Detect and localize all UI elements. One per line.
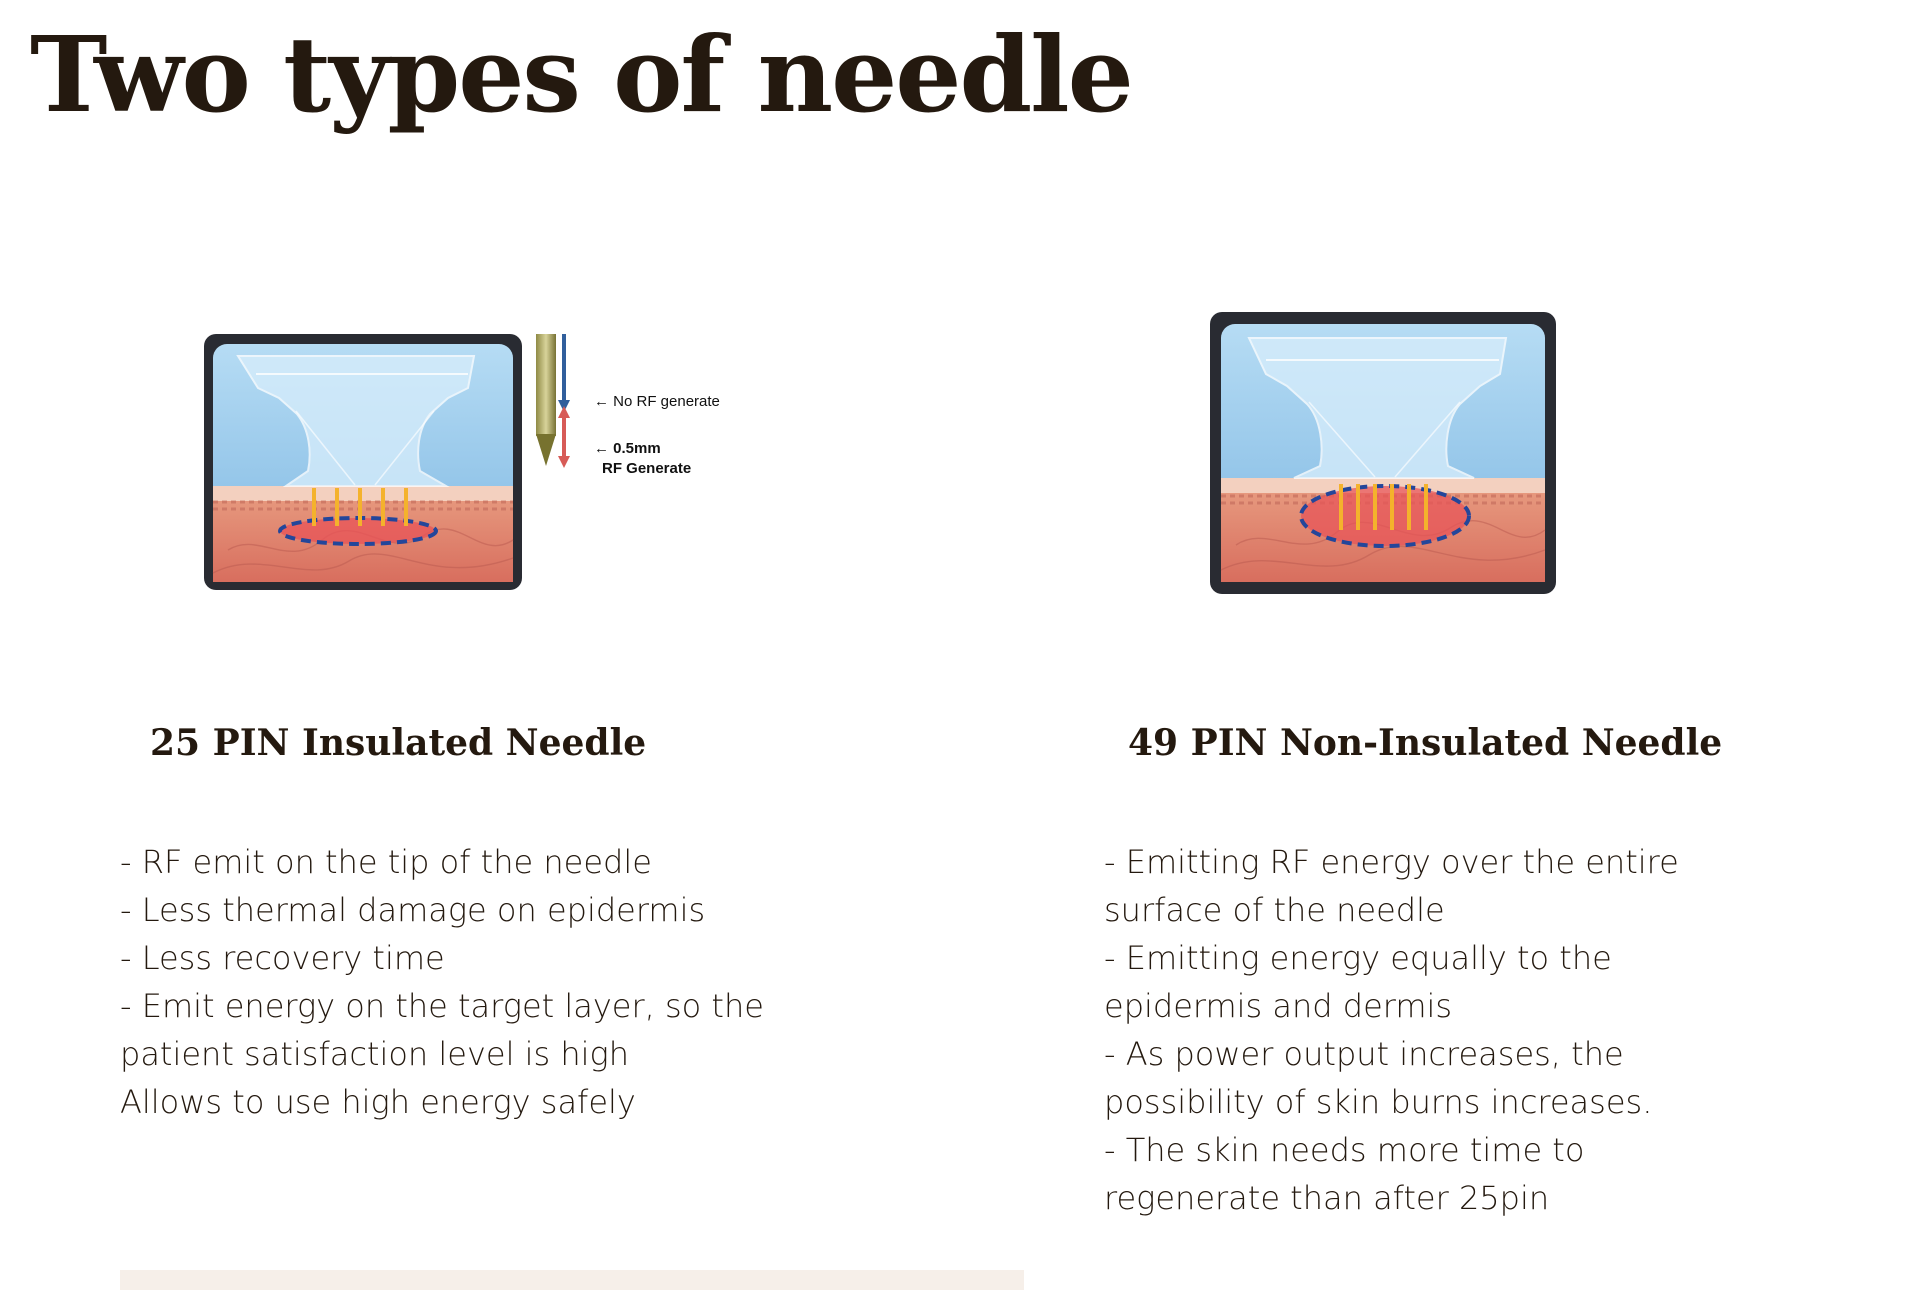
description-line: - Emitting energy equally to the (1104, 939, 1612, 977)
description-line: - Emit energy on the target layer, so the (120, 987, 764, 1025)
no-rf-label: ← No RF generate (594, 393, 720, 410)
insulated-needle-description (120, 838, 1040, 1126)
description-line: - The skin needs more time to (1104, 1131, 1585, 1169)
description-line: patient satisfaction level is high (120, 1035, 630, 1073)
description-line: - RF emit on the tip of the needle (120, 843, 652, 881)
description-line: possibility of skin burns increases. (1104, 1083, 1653, 1121)
description-line: surface of the needle (1104, 891, 1445, 929)
description-line: regenerate than after 25pin (1104, 1179, 1550, 1217)
description-line: - As power output increases, the (1104, 1035, 1624, 1073)
non-insulated-needle-description (1104, 838, 1864, 1222)
insulated-needle-title: 25 PIN Insulated Needle (150, 722, 647, 764)
description-line: - Less thermal damage on epidermis (120, 891, 706, 929)
description-line: Allows to use high energy safely (120, 1083, 636, 1121)
page-title: Two types of needle (30, 13, 1132, 136)
description-line: - Less recovery time (120, 939, 445, 977)
insulated-needle-diagram (198, 326, 738, 596)
non-insulated-needle-diagram (1194, 308, 1564, 598)
footer-bar (120, 1270, 1024, 1290)
epidermis-layer (213, 486, 513, 501)
description-line: epidermis and dermis (1104, 987, 1453, 1025)
rf-generate-label: RF Generate (602, 460, 692, 477)
depth-label: ← 0.5mm (594, 440, 661, 457)
non-insulated-needle-title: 49 PIN Non-Insulated Needle (1128, 722, 1723, 764)
description-line: - Emitting RF energy over the entire (1104, 843, 1679, 881)
